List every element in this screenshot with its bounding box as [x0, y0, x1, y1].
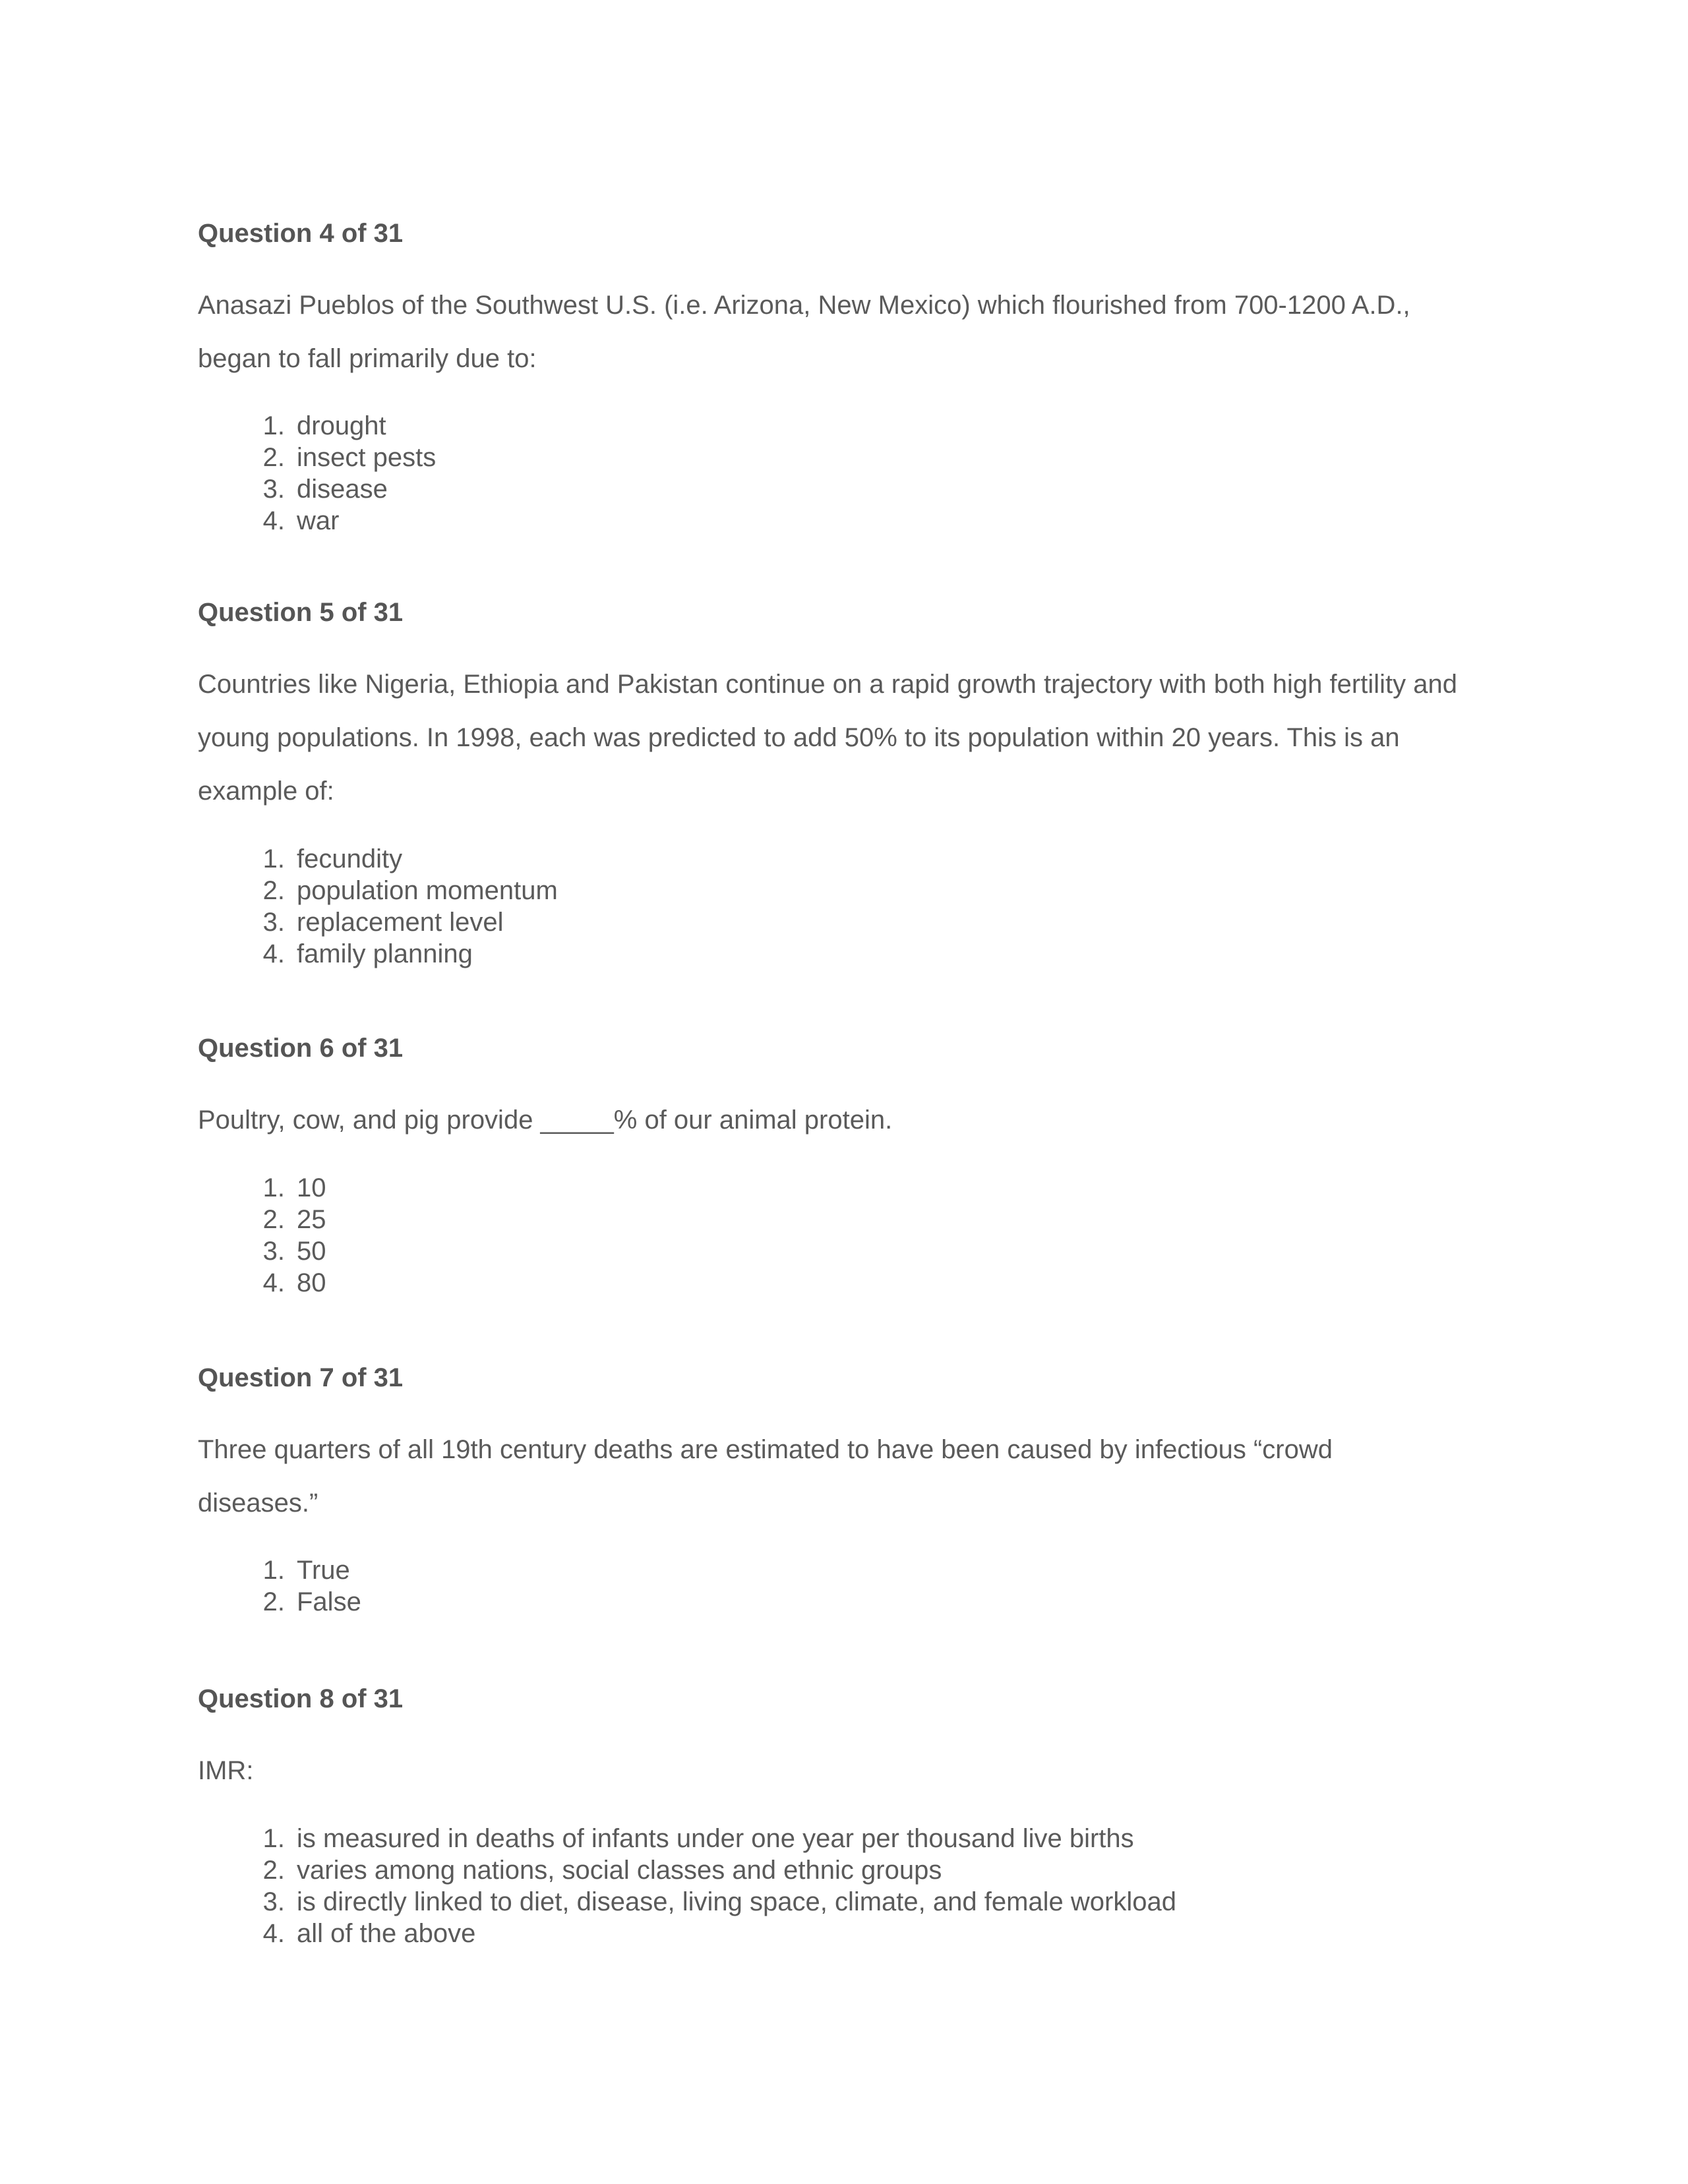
question-7	[198, 1362, 1490, 1616]
option-number: 3.	[262, 1237, 285, 1266]
question-4	[198, 218, 1490, 535]
question-title: Question 4 of 31	[198, 219, 404, 248]
question-8	[198, 1683, 1490, 1948]
option-number: 2.	[262, 1856, 285, 1885]
option-number: 4.	[262, 1268, 285, 1297]
option-number: 1.	[262, 1824, 285, 1853]
option-number: 1.	[262, 1556, 285, 1585]
question-text: Countries like Nigeria, Ethiopia and Pakistan continue on a rapid growth trajectory with both high fertility and young populations. In 1998, each was predicted to add 50% to its population within 20 years. This is an example of:	[198, 670, 1457, 806]
option-label: disease	[297, 475, 388, 504]
option-number: 3.	[262, 1887, 285, 1916]
option-number: 2.	[262, 876, 285, 905]
option-label: is directly linked to diet, disease, living space, climate, and female workload	[297, 1887, 1176, 1916]
question-title: Question 8 of 31	[198, 1684, 404, 1713]
option-label: 10	[297, 1173, 326, 1202]
option-number: 4.	[262, 939, 285, 968]
question-text: Anasazi Pueblos of the Southwest U.S. (i.e. Arizona, New Mexico) which flourished from 700-1200 A.D., began to fall primarily due to:	[198, 291, 1410, 373]
question-text: Three quarters of all 19th century deaths are estimated to have been caused by infectious “crowd diseases.”	[198, 1435, 1333, 1518]
option-number: 2.	[262, 1205, 285, 1234]
option-label: varies among nations, social classes and ethnic groups	[297, 1856, 942, 1885]
option-number: 4.	[262, 506, 285, 535]
option-label: drought	[297, 411, 386, 440]
question-text: IMR:	[198, 1756, 254, 1785]
option-number: 1.	[262, 411, 285, 440]
option-number: 4.	[262, 1919, 285, 1948]
option-label: False	[297, 1587, 361, 1616]
option-label: is measured in deaths of infants under one year per thousand live births	[297, 1824, 1134, 1853]
option-label: insect pests	[297, 443, 437, 472]
option-number: 2.	[262, 1587, 285, 1616]
question-title: Question 5 of 31	[198, 598, 404, 627]
option-number: 3.	[262, 475, 285, 504]
option-label: 25	[297, 1205, 326, 1234]
question-6	[198, 1032, 1490, 1297]
option-label: 50	[297, 1237, 326, 1266]
option-label: fecundity	[297, 844, 403, 873]
option-number: 3.	[262, 908, 285, 937]
option-number: 1.	[262, 844, 285, 873]
option-label: war	[297, 506, 340, 535]
question-title: Question 6 of 31	[198, 1034, 404, 1063]
option-label: family planning	[297, 939, 473, 968]
option-label: True	[297, 1556, 350, 1585]
option-label: all of the above	[297, 1919, 476, 1948]
option-label: 80	[297, 1268, 326, 1297]
option-label: population momentum	[297, 876, 558, 905]
question-5	[198, 597, 1490, 968]
question-text: Poultry, cow, and pig provide _____% of our animal protein.	[198, 1106, 893, 1135]
option-number: 1.	[262, 1173, 285, 1202]
option-label: replacement level	[297, 908, 504, 937]
question-title: Question 7 of 31	[198, 1363, 404, 1392]
option-number: 2.	[262, 443, 285, 472]
